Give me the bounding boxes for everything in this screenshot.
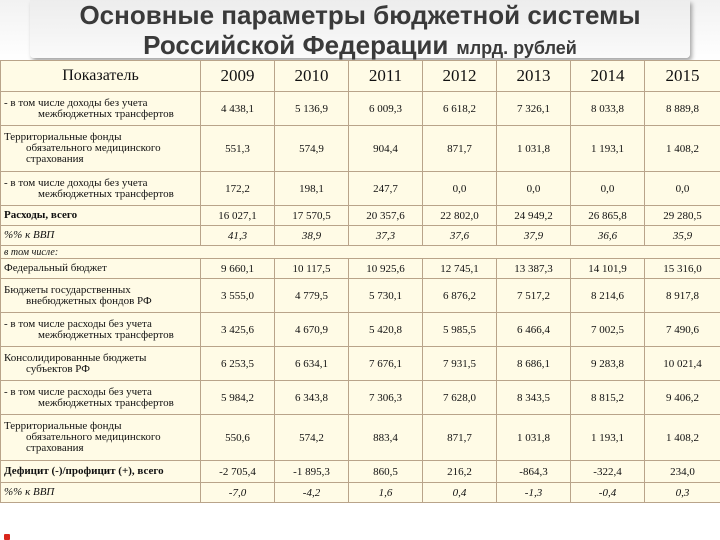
cell-value: 8 343,5 — [497, 381, 571, 415]
cell-value: 7 002,5 — [571, 313, 645, 347]
cell-value: 0,0 — [423, 172, 497, 206]
row-label-line1: - в том числе расходы без учета — [4, 385, 152, 398]
cell-value: 4 670,9 — [275, 313, 349, 347]
table-row — [1, 259, 720, 279]
cell-value: 6 466,4 — [497, 313, 571, 347]
cell-value: 29 280,5 — [645, 206, 720, 226]
row-label-line1: Бюджеты государственных — [4, 283, 131, 296]
row-label-line1: - в том числе расходы без учета — [4, 317, 152, 330]
cell-value: 20 357,6 — [349, 206, 423, 226]
cell-value: -1,3 — [497, 483, 571, 503]
cell-value: 5 136,9 — [275, 92, 349, 126]
cell-value: 5 985,5 — [423, 313, 497, 347]
cell-value: 574,2 — [275, 415, 349, 461]
table-row — [1, 92, 720, 126]
cell-value: -2 705,4 — [201, 461, 275, 483]
cell-value: 4 438,1 — [201, 92, 275, 126]
cell-value: 8 917,8 — [645, 279, 720, 313]
table-row — [1, 381, 720, 415]
cell-value: 1 408,2 — [645, 415, 720, 461]
table-row — [1, 483, 720, 503]
cell-value: 37,3 — [349, 226, 423, 246]
cell-value: 4 779,5 — [275, 279, 349, 313]
cell-value: 6 343,8 — [275, 381, 349, 415]
row-label-line1: Территориальные фонды — [4, 420, 122, 432]
table-row — [1, 226, 720, 246]
cell-value: -322,4 — [571, 461, 645, 483]
cell-value: 13 387,3 — [497, 259, 571, 279]
cell-value: 24 949,2 — [497, 206, 571, 226]
row-label-line1: %% к ВВП — [4, 229, 55, 241]
cell-value: 551,3 — [201, 126, 275, 172]
row-label — [1, 415, 201, 461]
cell-value: 550,6 — [201, 415, 275, 461]
unit-label: млрд. рублей — [456, 38, 577, 58]
column-header-year: 2015 — [645, 61, 720, 92]
row-label-line1: Дефицит (-)/профицит (+), всего — [4, 465, 164, 477]
cell-value: 883,4 — [349, 415, 423, 461]
cell-value: 5 420,8 — [349, 313, 423, 347]
table-row — [1, 126, 720, 172]
row-label — [1, 172, 201, 206]
cell-value: 0,3 — [645, 483, 720, 503]
column-header-year: 2010 — [275, 61, 349, 92]
cell-value: 7 628,0 — [423, 381, 497, 415]
column-header-year: 2009 — [201, 61, 275, 92]
cell-value: 1 408,2 — [645, 126, 720, 172]
slide-marker — [4, 534, 10, 540]
cell-value: -864,3 — [497, 461, 571, 483]
row-label-continuation: страхования — [26, 153, 84, 165]
row-label — [1, 126, 201, 172]
cell-value: 574,9 — [275, 126, 349, 172]
row-label-line1: в том числе: — [4, 246, 59, 258]
table-row — [1, 415, 720, 461]
table-row — [1, 246, 720, 259]
cell-value: 3 555,0 — [201, 279, 275, 313]
cell-value: 9 660,1 — [201, 259, 275, 279]
page-title-line2-text: Российской Федерации — [143, 30, 449, 60]
cell-value: 6 618,2 — [423, 92, 497, 126]
cell-value: 234,0 — [645, 461, 720, 483]
cell-value: 172,2 — [201, 172, 275, 206]
row-label-continuation: внебюджетных фондов РФ — [26, 294, 152, 307]
cell-value: 1 193,1 — [571, 415, 645, 461]
cell-value: 8 033,8 — [571, 92, 645, 126]
cell-value: -7,0 — [201, 483, 275, 503]
cell-value: 37,6 — [423, 226, 497, 246]
cell-value: 36,6 — [571, 226, 645, 246]
row-label-continuation: обязательного медицинского — [26, 431, 161, 443]
cell-value: 7 490,6 — [645, 313, 720, 347]
cell-value: -1 895,3 — [275, 461, 349, 483]
column-header-year: 2013 — [497, 61, 571, 92]
table-row — [1, 461, 720, 483]
cell-value: 6 876,2 — [423, 279, 497, 313]
cell-value: 3 425,6 — [201, 313, 275, 347]
cell-value: 8 686,1 — [497, 347, 571, 381]
row-label — [1, 259, 201, 279]
row-label-line1: Федеральный бюджет — [4, 262, 107, 274]
cell-value: 9 283,8 — [571, 347, 645, 381]
cell-value: 35,9 — [645, 226, 720, 246]
header-row — [1, 61, 720, 92]
cell-value: 26 865,8 — [571, 206, 645, 226]
table-row — [1, 313, 720, 347]
cell-value: 8 214,6 — [571, 279, 645, 313]
row-label-line1: - в том числе доходы без учета — [4, 176, 148, 189]
row-label-continuation: межбюджетных трансфертов — [38, 187, 174, 200]
page-title-line2 — [0, 30, 720, 61]
row-label-continuation: обязательного медицинского — [26, 142, 161, 154]
row-label-continuation: межбюджетных трансфертов — [38, 396, 174, 409]
cell-value: 10 021,4 — [645, 347, 720, 381]
column-header-year: 2011 — [349, 61, 423, 92]
row-label — [1, 279, 201, 313]
cell-value: 5 730,1 — [349, 279, 423, 313]
budget-table — [0, 60, 720, 503]
cell-value: 1,6 — [349, 483, 423, 503]
cell-value: 0,0 — [571, 172, 645, 206]
cell-value: 14 101,9 — [571, 259, 645, 279]
table-row — [1, 172, 720, 206]
row-label — [1, 246, 720, 259]
cell-value: 7 306,3 — [349, 381, 423, 415]
row-label — [1, 92, 201, 126]
row-label-line1: Территориальные фонды — [4, 131, 122, 143]
cell-value: 1 031,8 — [497, 415, 571, 461]
row-label — [1, 461, 201, 483]
cell-value: 12 745,1 — [423, 259, 497, 279]
row-label-line1: Расходы, всего — [4, 209, 78, 221]
cell-value: 10 117,5 — [275, 259, 349, 279]
cell-value: 871,7 — [423, 126, 497, 172]
cell-value: 7 676,1 — [349, 347, 423, 381]
cell-value: 16 027,1 — [201, 206, 275, 226]
row-label-continuation: страхования — [26, 442, 84, 454]
cell-value: 0,0 — [497, 172, 571, 206]
row-label-line1: %% к ВВП — [4, 486, 55, 498]
cell-value: 6 253,5 — [201, 347, 275, 381]
cell-value: 15 316,0 — [645, 259, 720, 279]
column-header-year: 2012 — [423, 61, 497, 92]
column-header-year: 2014 — [571, 61, 645, 92]
row-label-continuation: межбюджетных трансфертов — [38, 328, 174, 341]
cell-value: 6 634,1 — [275, 347, 349, 381]
cell-value: 904,4 — [349, 126, 423, 172]
row-label — [1, 226, 201, 246]
cell-value: 1 031,8 — [497, 126, 571, 172]
row-label — [1, 313, 201, 347]
cell-value: 41,3 — [201, 226, 275, 246]
cell-value: -4,2 — [275, 483, 349, 503]
cell-value: 17 570,5 — [275, 206, 349, 226]
cell-value: 216,2 — [423, 461, 497, 483]
cell-value: 22 802,0 — [423, 206, 497, 226]
cell-value: 7 326,1 — [497, 92, 571, 126]
row-label-continuation: межбюджетных трансфертов — [38, 107, 174, 120]
table-row — [1, 206, 720, 226]
row-label — [1, 381, 201, 415]
row-label — [1, 347, 201, 381]
cell-value: 8 889,8 — [645, 92, 720, 126]
cell-value: 37,9 — [497, 226, 571, 246]
cell-value: 5 984,2 — [201, 381, 275, 415]
cell-value: 860,5 — [349, 461, 423, 483]
row-label-line1: - в том числе доходы без учета — [4, 96, 148, 109]
cell-value: 8 815,2 — [571, 381, 645, 415]
cell-value: 871,7 — [423, 415, 497, 461]
cell-value: 0,0 — [645, 172, 720, 206]
table-row — [1, 347, 720, 381]
cell-value: 7 931,5 — [423, 347, 497, 381]
cell-value: 7 517,2 — [497, 279, 571, 313]
cell-value: 10 925,6 — [349, 259, 423, 279]
table-row — [1, 279, 720, 313]
cell-value: -0,4 — [571, 483, 645, 503]
row-label — [1, 483, 201, 503]
cell-value: 6 009,3 — [349, 92, 423, 126]
row-label-line1: Консолидированные бюджеты — [4, 351, 147, 364]
row-label-continuation: субъектов РФ — [26, 362, 90, 375]
cell-value: 9 406,2 — [645, 381, 720, 415]
cell-value: 247,7 — [349, 172, 423, 206]
page-title-line1: Основные параметры бюджетной системы — [79, 0, 641, 30]
column-header-indicator: Показатель — [1, 61, 201, 92]
cell-value: 1 193,1 — [571, 126, 645, 172]
cell-value: 38,9 — [275, 226, 349, 246]
cell-value: 0,4 — [423, 483, 497, 503]
row-label — [1, 206, 201, 226]
cell-value: 198,1 — [275, 172, 349, 206]
